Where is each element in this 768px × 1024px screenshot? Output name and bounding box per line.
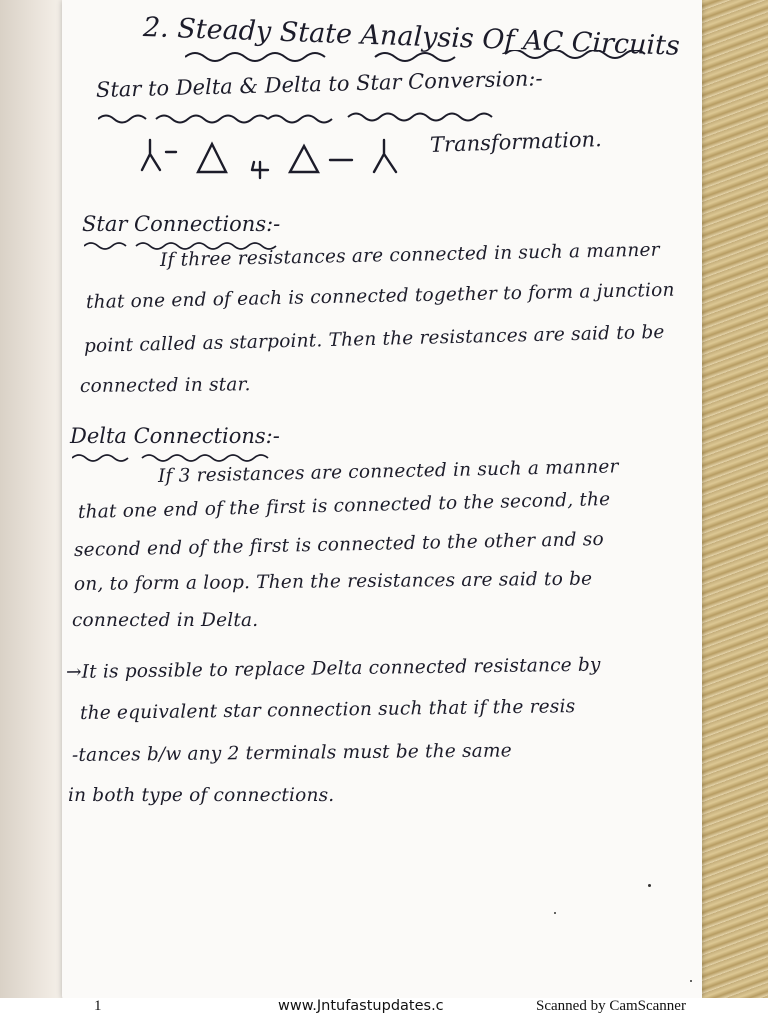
delta-heading-underline <box>72 452 292 464</box>
note-line-2: the equivalent star connection such that if the resis <box>79 696 576 724</box>
page-number: 1 <box>94 998 102 1014</box>
delta-connections-heading: Delta Connections:- <box>70 424 280 448</box>
ink-speck <box>690 980 692 982</box>
delta-line-2: that one end of the first is connected to the second, the <box>77 488 611 523</box>
subtitle-underline <box>98 112 568 126</box>
transformation-label: Transformation. <box>429 127 603 157</box>
title-underline <box>185 50 665 64</box>
background-left <box>0 0 68 1000</box>
transformation-symbols <box>140 127 603 190</box>
star-line-3: point called as starpoint. Then the resistances are said to be <box>83 321 665 357</box>
note-line-1: →It is possible to replace Delta connected resistance by <box>65 654 601 683</box>
page-footer <box>0 998 768 1024</box>
delta-line-3: second end of the first is connected to the other and so <box>73 528 605 561</box>
delta-line-5: connected in Delta. <box>72 610 259 631</box>
star-line-1: If three resistances are connected in such a manner <box>159 239 660 271</box>
delta-line-4: on, to form a loop. Then the resistances are said to be <box>73 568 593 595</box>
note-line-4: in both type of connections. <box>68 785 335 806</box>
ink-speck <box>648 884 651 887</box>
background-right-texture <box>696 0 768 1000</box>
delta-line-1: If 3 resistances are connected in such a manner <box>157 456 619 487</box>
scanner-watermark: Scanned by CamScanner <box>536 998 686 1014</box>
section-subtitle: Star to Delta & Delta to Star Conversion:- <box>95 66 543 102</box>
star-line-4: connected in star. <box>79 374 251 397</box>
website-link[interactable]: www.Jntufastupdates.c <box>278 998 444 1014</box>
ink-speck <box>554 912 556 914</box>
page-title: 2. Steady State Analysis Of AC Circuits <box>142 12 681 62</box>
note-line-3: -tances b/w any 2 terminals must be the same <box>71 740 512 766</box>
star-connections-heading: Star Connections:- <box>82 212 281 236</box>
star-delta-symbols <box>140 130 440 190</box>
star-line-2: that one end of each is connected together to form a junction <box>85 279 675 313</box>
